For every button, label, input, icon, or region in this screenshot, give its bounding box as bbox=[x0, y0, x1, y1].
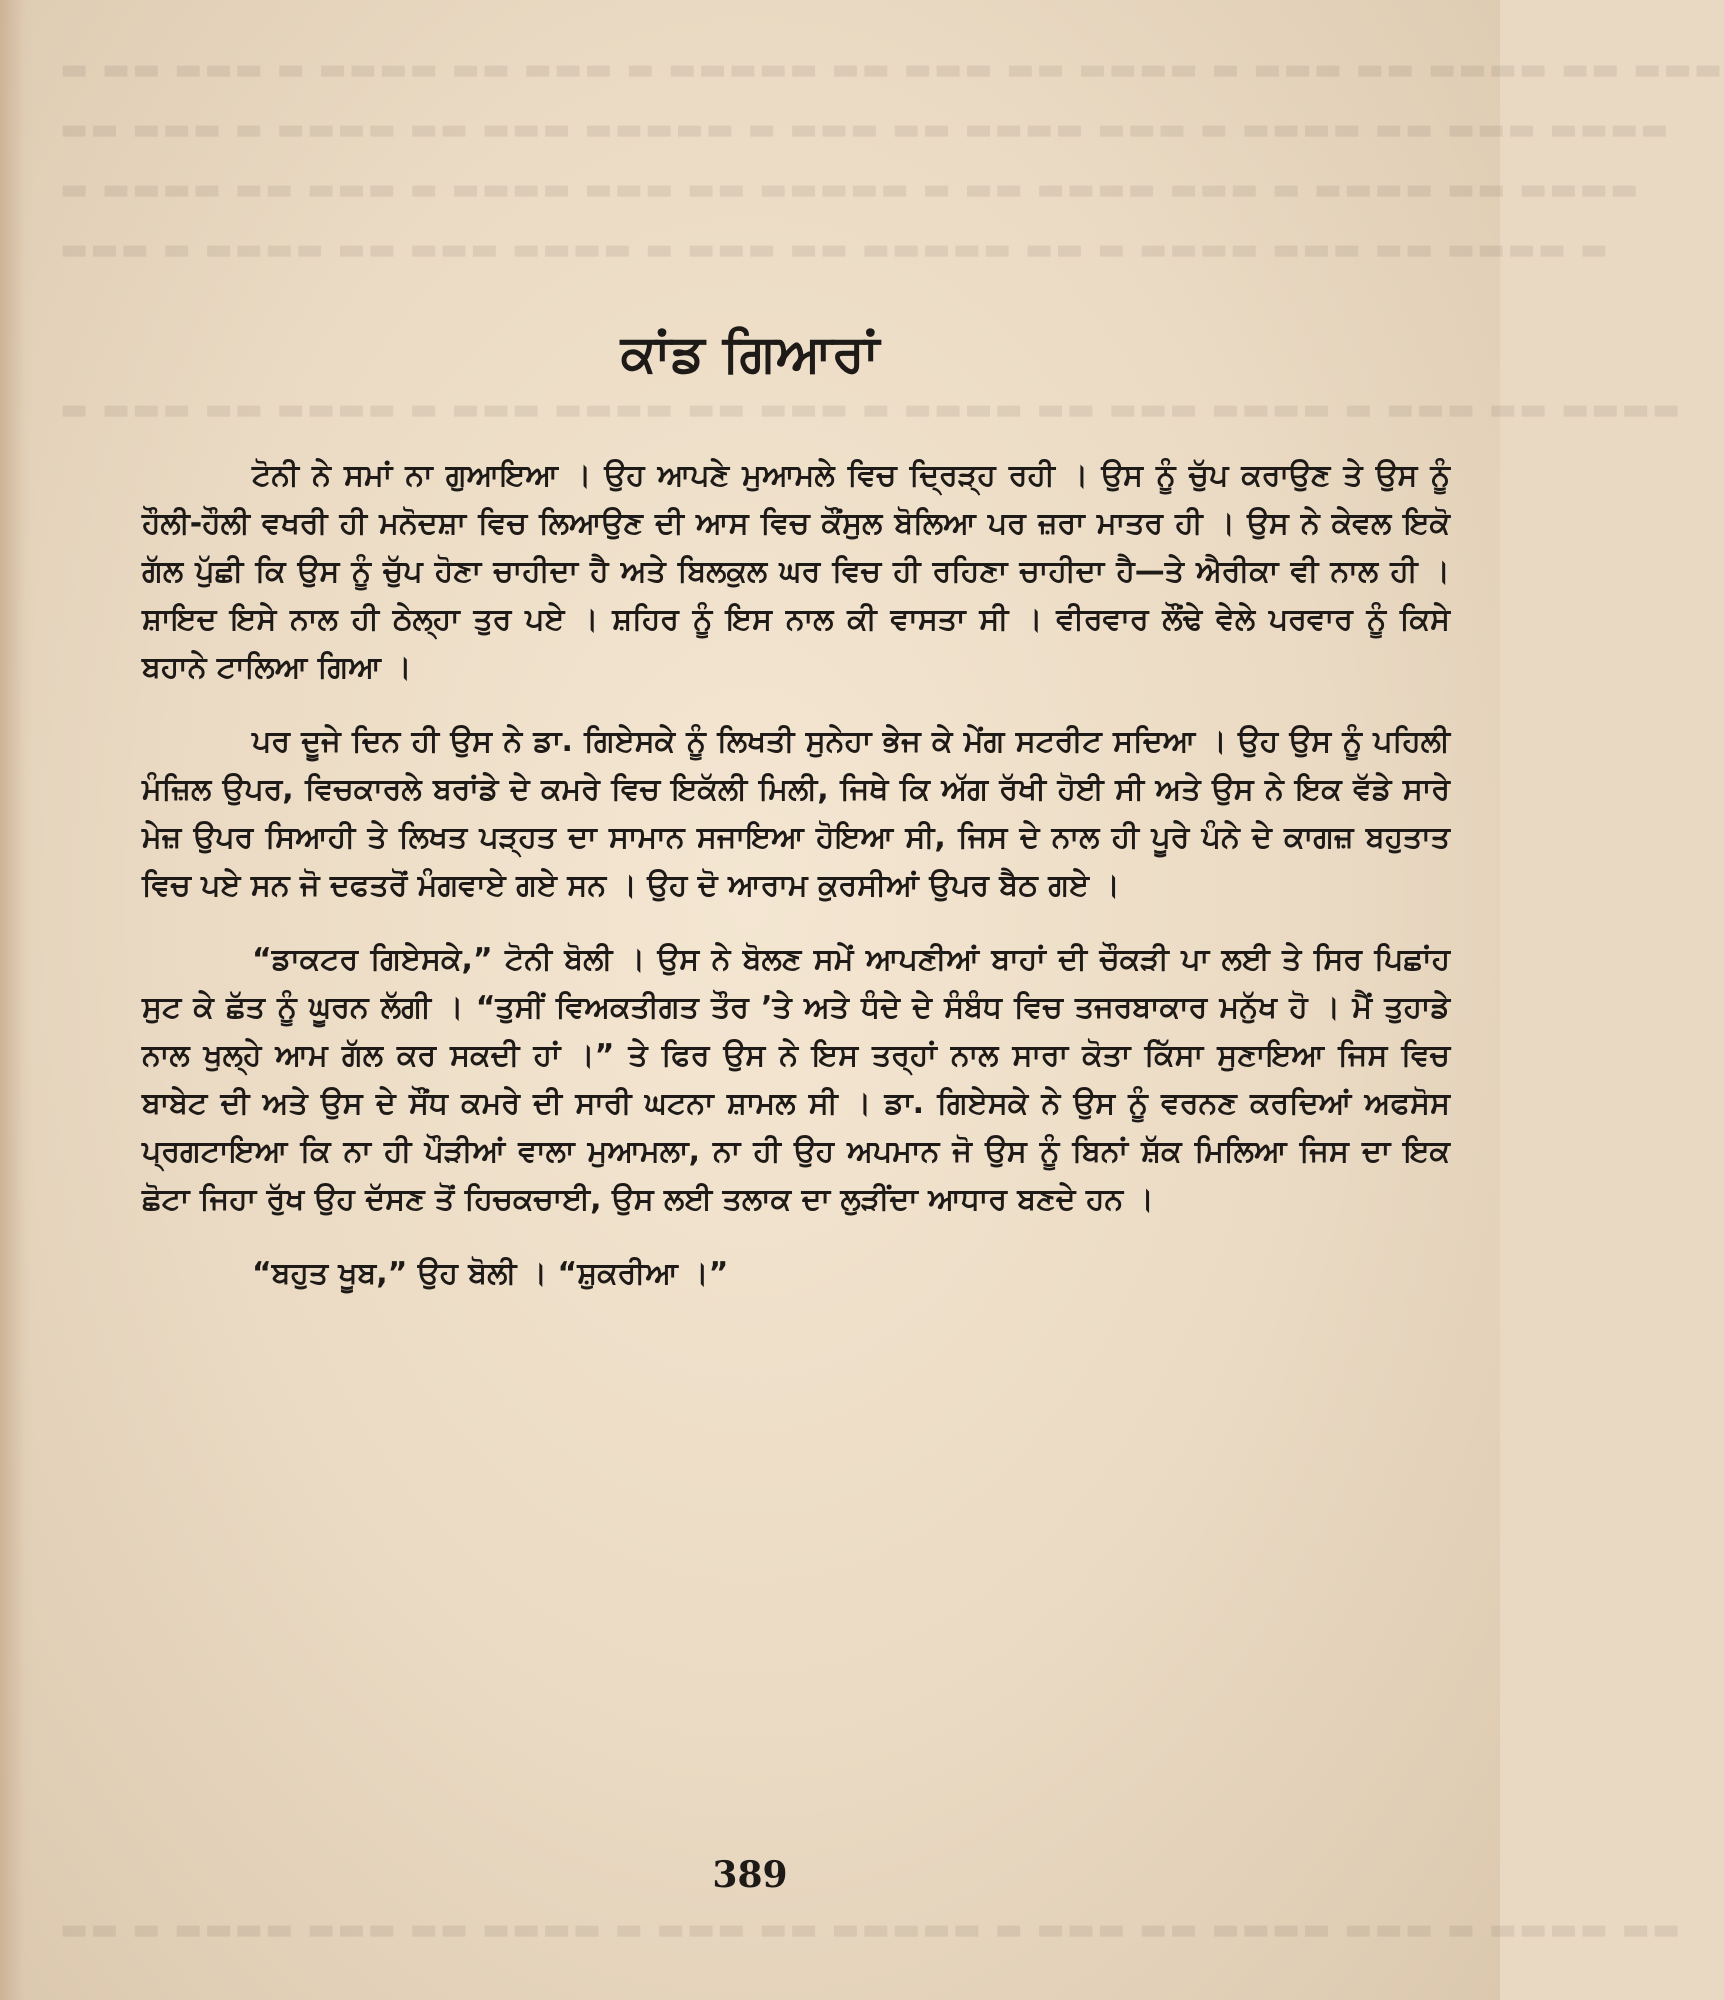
page-number: 389 bbox=[712, 1854, 788, 1896]
paragraph-3: “ਡਾਕਟਰ ਗਿਏਸਕੇ,” ਟੋਨੀ ਬੋਲੀ । ਉਸ ਨੇ ਬੋਲਣ ਸਮੇਂ ਆਪਣੀਆਂ ਬਾਹਾਂ ਦੀ ਚੌਕੜੀ ਪਾ ਲਈ ਤੇ ਸਿਰ ਪਿਛਾਂਹ ਸੁਟ ਕੇ ਛੱਤ ਨੂੰ ਘੂਰਨ ਲੱਗੀ । “ਤੁਸੀਂ ਵਿਅਕਤੀਗਤ ਤੌਰ ’ਤੇ ਅਤੇ ਧੰਦੇ ਦੇ ਸੰਬੰਧ ਵਿਚ ਤਜਰਬਾਕਾਰ ਮਨੁੱਖ ਹੋ । ਮੈਂ ਤੁਹਾਡੇ ਨਾਲ ਖੁਲ੍ਹੇ ਆਮ ਗੱਲ ਕਰ ਸਕਦੀ ਹਾਂ ।” ਤੇ ਫਿਰ ਉਸ ਨੇ ਇਸ ਤਰ੍ਹਾਂ ਨਾਲ ਸਾਰਾ ਕੋਤਾ ਕਿੱਸਾ ਸੁਣਾਇਆ ਜਿਸ ਵਿਚ ਬਾਬੇਟ ਦੀ ਅਤੇ ਉਸ ਦੇ ਸੌਂਧ ਕਮਰੇ ਦੀ ਸਾਰੀ ਘਟਨਾ ਸ਼ਾਮਲ ਸੀ । ਡਾ. ਗਿਏਸਕੇ ਨੇ ਉਸ ਨੂੰ ਵਰਨਣ ਕਰਦਿਆਂ ਅਫਸੋਸ ਪ੍ਰਗਟਾਇਆ ਕਿ ਨਾ ਹੀ ਪੌੜੀਆਂ ਵਾਲਾ ਮੁਆਮਲਾ, ਨਾ ਹੀ ਉਹ ਅਪਮਾਨ ਜੋ ਉਸ ਨੂੰ ਬਿਨਾਂ ਸ਼ੱਕ ਮਿਲਿਆ ਜਿਸ ਦਾ ਇਕ ਛੋਟਾ ਜਿਹਾ ਰੁੱਖ ਉਹ ਦੱਸਣ ਤੋਂ ਹਿਚਕਚਾਈ, ਉਸ ਲਈ ਤਲਾਕ ਦਾ ਲੁੜੀਂਦਾ ਆਧਾਰ ਬਣਦੇ ਹਨ । bbox=[142, 942, 1450, 1217]
chapter-title: ਕਾਂਡ ਗਿਆਰਾਂ bbox=[620, 324, 880, 384]
page-binding-shadow bbox=[0, 0, 34, 2000]
paragraph-1: ਟੋਨੀ ਨੇ ਸਮਾਂ ਨਾ ਗੁਆਇਆ । ਉਹ ਆਪਣੇ ਮੁਆਮਲੇ ਵਿਚ ਦ੍ਰਿੜ੍ਹ ਰਹੀ । ਉਸ ਨੂੰ ਚੁੱਪ ਕਰਾਉਣ ਤੇ ਉਸ ਨੂੰ ਹੌਲੀ-ਹੌਲੀ ਵਖਰੀ ਹੀ ਮਨੋਦਸ਼ਾ ਵਿਚ ਲਿਆਉਣ ਦੀ ਆਸ ਵਿਚ ਕੌਂਸੁਲ ਬੋਲਿਆ ਪਰ ਜ਼ਰਾ ਮਾਤਰ ਹੀ । ਉਸ ਨੇ ਕੇਵਲ ਇਕੋ ਗੱਲ ਪੁੱਛੀ ਕਿ ਉਸ ਨੂੰ ਚੁੱਪ ਹੋਣਾ ਚਾਹੀਦਾ ਹੈ ਅਤੇ ਬਿਲਕੁਲ ਘਰ ਵਿਚ ਹੀ ਰਹਿਣਾ ਚਾਹੀਦਾ ਹੈ—ਤੇ ਐਰੀਕਾ ਵੀ ਨਾਲ ਹੀ । ਸ਼ਾਇਦ ਇਸੇ ਨਾਲ ਹੀ ਠੇਲ੍ਹਾ ਤੁਰ ਪਏ । ਸ਼ਹਿਰ ਨੂੰ ਇਸ ਨਾਲ ਕੀ ਵਾਸਤਾ ਸੀ । ਵੀਰਵਾਰ ਲੌਂਢੇ ਵੇਲੇ ਪਰਵਾਰ ਨੂੰ ਕਿਸੇ ਬਹਾਨੇ ਟਾਲਿਆ ਗਿਆ । bbox=[142, 458, 1450, 685]
bleed-through-texture: ▬▬ ▬▬▬ ▬ ▬▬▬▬ ▬▬ ▬▬▬ ▬▬▬▬▬ ▬ ▬▬▬ ▬▬ ▬▬▬▬ ▬▬▬ ▬ ▬▬▬▬ ▬▬ ▬▬▬ ▬▬▬▬ bbox=[60, 112, 1671, 147]
bleed-through-texture: ▬▬ ▬ ▬▬▬▬ ▬▬▬ ▬▬ ▬▬▬▬ ▬ ▬▬▬ ▬▬ ▬▬▬▬▬ ▬ ▬▬▬ ▬▬ ▬▬▬▬ ▬▬▬ ▬ ▬▬▬▬ ▬▬ bbox=[60, 1912, 1683, 1947]
bleed-through-texture: ▬▬▬ ▬ ▬▬▬▬ ▬▬ ▬▬▬ ▬▬▬▬ ▬ ▬▬▬ ▬▬ ▬▬▬▬▬ ▬▬ ▬ ▬▬▬▬ ▬▬▬ ▬▬ ▬▬▬▬ ▬ bbox=[60, 232, 1611, 267]
bleed-through-texture: ▬ ▬▬▬ ▬▬ ▬▬▬▬ ▬ ▬▬▬ ▬▬▬▬ ▬▬ ▬▬▬ ▬ ▬▬▬▬ ▬▬ ▬▬▬ ▬▬▬▬ ▬ ▬▬▬ ▬▬ ▬▬▬▬ bbox=[60, 392, 1683, 427]
chapter-body bbox=[142, 452, 1450, 1324]
paragraph-2: ਪਰ ਦੂਜੇ ਦਿਨ ਹੀ ਉਸ ਨੇ ਡਾ. ਗਿਏਸਕੇ ਨੂੰ ਲਿਖਤੀ ਸੁਨੇਹਾ ਭੇਜ ਕੇ ਮੇਂਗ ਸਟਰੀਟ ਸਦਿਆ । ਉਹ ਉਸ ਨੂੰ ਪਹਿਲੀ ਮੰਜ਼ਿਲ ਉਪਰ, ਵਿਚਕਾਰਲੇ ਬਰਾਂਡੇ ਦੇ ਕਮਰੇ ਵਿਚ ਇਕੱਲੀ ਮਿਲੀ, ਜਿਥੇ ਕਿ ਅੱਗ ਰੱਖੀ ਹੋਈ ਸੀ ਅਤੇ ਉਸ ਨੇ ਇਕ ਵੱਡੇ ਸਾਰੇ ਮੇਜ਼ ਉਪਰ ਸਿਆਹੀ ਤੇ ਲਿਖਤ ਪੜ੍ਹਤ ਦਾ ਸਾਮਾਨ ਸਜਾਇਆ ਹੋਇਆ ਸੀ, ਜਿਸ ਦੇ ਨਾਲ ਹੀ ਪੂਰੇ ਪੰਨੇ ਦੇ ਕਾਗਜ਼ ਬਹੁਤਾਤ ਵਿਚ ਪਏ ਸਨ ਜੋ ਦਫਤਰੋਂ ਮੰਗਵਾਏ ਗਏ ਸਨ । ਉਹ ਦੋ ਆਰਾਮ ਕੁਰਸੀਆਂ ਉਪਰ ਬੈਠ ਗਏ । bbox=[142, 724, 1450, 903]
paragraph-4: “ਬਹੁਤ ਖੂਬ,” ਉਹ ਬੋਲੀ । “ਸ਼ੁਕਰੀਆ ।” bbox=[252, 1256, 729, 1291]
bleed-through-texture: ▬ ▬▬ ▬▬▬ ▬ ▬▬▬▬ ▬▬ ▬▬▬ ▬ ▬▬▬▬▬ ▬▬ ▬▬▬ ▬▬ ▬▬▬▬ ▬ ▬▬▬ ▬▬ ▬▬▬▬ ▬▬ ▬▬▬ bbox=[60, 52, 1724, 87]
bleed-through-texture: ▬ ▬▬▬▬ ▬▬ ▬▬▬ ▬ ▬▬▬▬ ▬▬▬ ▬▬ ▬▬▬▬▬ ▬ ▬▬ ▬▬▬▬ ▬▬▬ ▬ ▬▬▬▬ ▬▬ ▬▬▬▬ bbox=[60, 172, 1641, 207]
